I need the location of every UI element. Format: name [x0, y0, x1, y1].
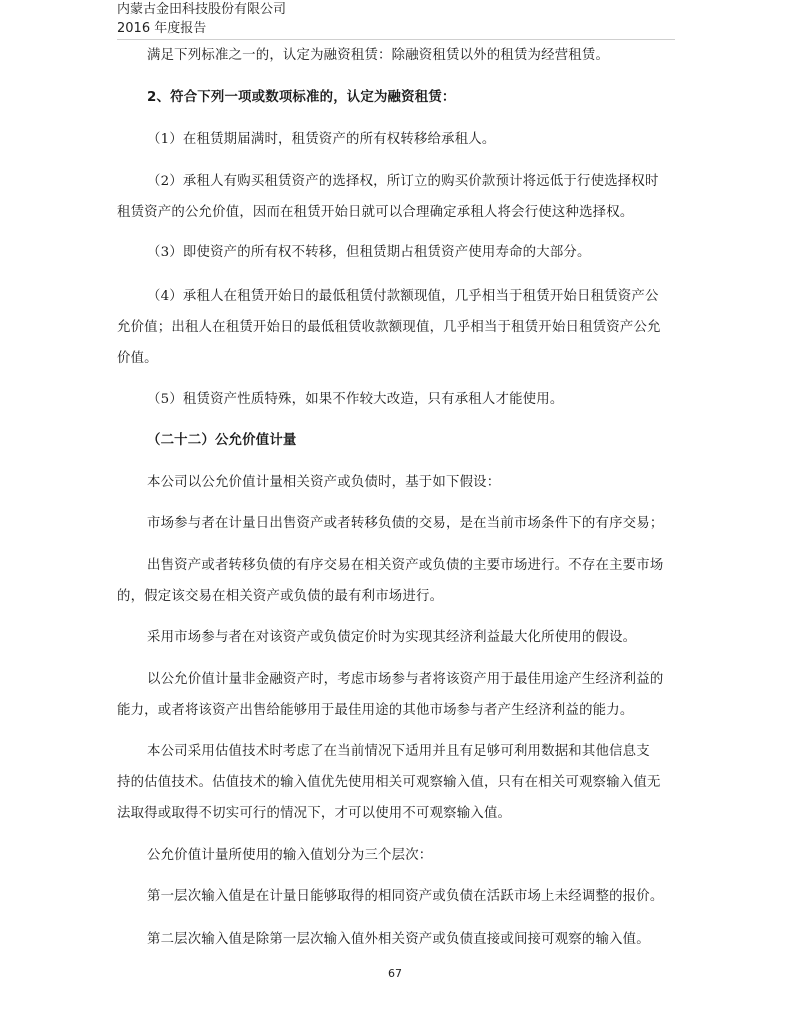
report-title: 2016 年度报告: [117, 21, 207, 36]
paragraph-line: 允价值；出租人在租赁开始日的最低租赁收款额现值，几乎相当于租赁开始日租赁资产公允: [117, 320, 661, 335]
paragraph-criterion-4: [117, 281, 674, 374]
paragraph-line: 出售资产或者转移负债的有序交易在相关资产或负债的主要市场进行。不存在主要市场: [147, 558, 664, 573]
paragraph-criterion-1: [117, 124, 674, 155]
paragraph-line: （2）承租人有购买租赁资产的选择权，所订立的购买价款预计将远低于行使选择权时: [147, 174, 659, 189]
paragraph-input-hierarchy: [117, 840, 674, 871]
page-header: [117, 0, 286, 38]
paragraph-line: 第一层次输入值是在计量日能够取得的相同资产或负债在活跃市场上未经调整的报价。: [147, 889, 664, 904]
paragraph-non-financial-assets: [117, 664, 674, 726]
paragraph-line: 的，假定该交易在相关资产或负债的最有利市场进行。: [117, 589, 444, 604]
paragraph-line: 价值。: [117, 351, 158, 366]
paragraph-line: 采用市场参与者在对该资产或负债定价时为实现其经济利益最大化所使用的假设。: [147, 630, 637, 645]
page-number: 67: [388, 967, 402, 980]
paragraph-line: （4）承租人在租赁开始日的最低租赁付款额现值，几乎相当于租赁开始日租赁资产公: [147, 289, 659, 304]
paragraph-line: 本公司采用估值技术时考虑了在当前情况下适用并且有足够可利用数据和其他信息支: [147, 744, 650, 759]
paragraph-line: （3）即使资产的所有权不转移，但租赁期占租赁资产使用寿命的大部分。: [147, 245, 591, 260]
paragraph-line: 法取得或取得不切实可行的情况下，才可以使用不可观察输入值。: [117, 806, 512, 821]
paragraph-level-2-inputs: [117, 924, 674, 955]
paragraph-level-1-inputs: [117, 881, 674, 912]
paragraph-line: 能力，或者将该资产出售给能够用于最佳用途的其他市场参与者产生经济利益的能力。: [117, 703, 634, 718]
paragraph-line: 以公允价值计量非金融资产时，考虑市场参与者将该资产用于最佳用途产生经济利益的: [147, 672, 664, 687]
paragraph-line: 市场参与者在计量日出售资产或者转移负债的交易，是在当前市场条件下的有序交易；: [147, 516, 664, 531]
heading-finance-lease-standards: [117, 82, 674, 113]
paragraph-valuation-techniques: [117, 736, 674, 829]
paragraph-criterion-5: [117, 384, 674, 415]
paragraph-line: 租赁资产的公允价值，因而在租赁开始日就可以合理确定承租人将会行使这种选择权。: [117, 205, 634, 220]
paragraph-fair-value-assumptions: [117, 467, 674, 498]
paragraph-line: 本公司以公允价值计量相关资产或负债时，基于如下假设：: [147, 475, 501, 490]
paragraph-line: （二十二）公允价值计量: [147, 433, 297, 448]
paragraph-line: 持的估值技术。估值技术的输入值优先使用相关可观察输入值，只有在相关可观察输入值无: [117, 775, 661, 790]
paragraph-line: （5）租赁资产性质特殊，如果不作较大改造，只有承租人才能使用。: [147, 392, 564, 407]
paragraph-line: （1）在租赁期届满时，租赁资产的所有权转移给承租人。: [147, 132, 496, 147]
paragraph-market-participant-assumption: [117, 622, 674, 653]
paragraph-line: 第二层次输入值是除第一层次输入值外相关资产或负债直接或间接可观察的输入值。: [147, 932, 650, 947]
company-name: 内蒙古金田科技股份有限公司: [117, 2, 287, 17]
paragraph-line: 2、符合下列一项或数项标准的，认定为融资租赁：: [147, 90, 456, 105]
paragraph-principal-market: [117, 550, 674, 612]
paragraph-line: 满足下列标准之一的，认定为融资租赁：除融资租赁以外的租赁为经营租赁。: [147, 48, 610, 63]
heading-fair-value-measurement: [117, 425, 674, 456]
paragraph-criterion-3: [117, 237, 674, 268]
paragraph-line: 公允价值计量所使用的输入值划分为三个层次：: [147, 848, 433, 863]
paragraph-orderly-transaction: [117, 508, 674, 539]
paragraph-criterion-2: [117, 166, 674, 228]
paragraph-finance-lease-criteria-intro: [117, 40, 674, 71]
